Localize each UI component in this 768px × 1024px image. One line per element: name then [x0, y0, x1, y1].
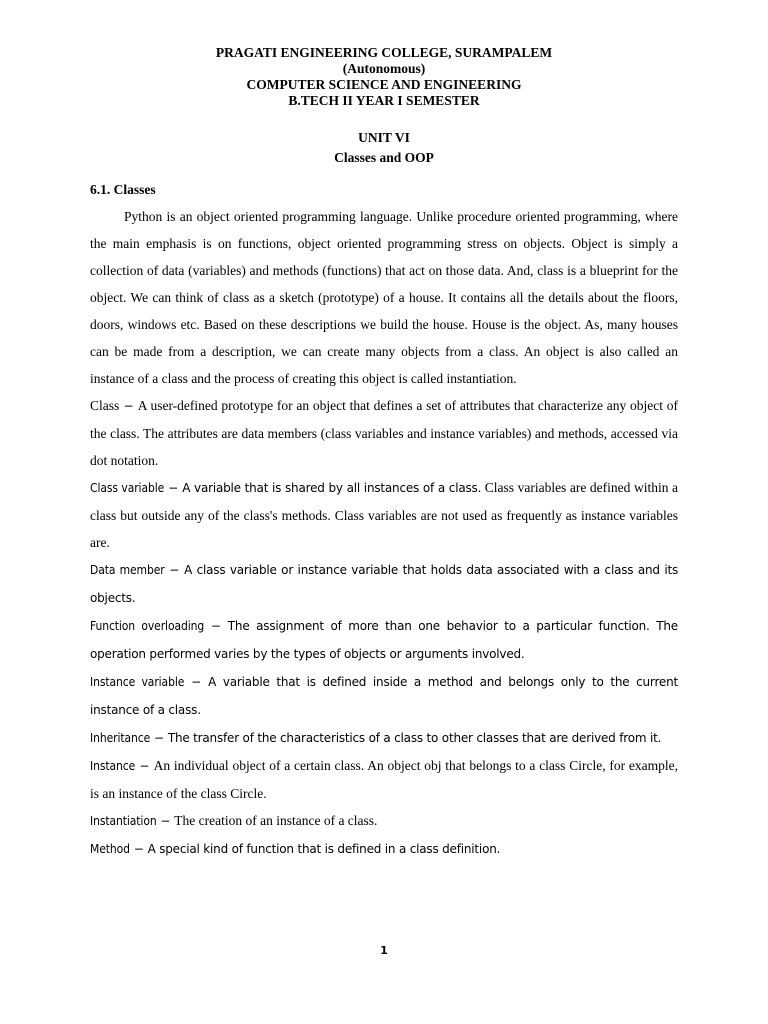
definition-lead: A special kind of function that is defined in a class definition. — [147, 842, 501, 856]
definition-separator: − — [119, 399, 138, 413]
college-status: (Autonomous) — [342, 61, 426, 76]
definition-lead: A variable that is defined inside a method and belongs only to the current instance of a class. — [90, 675, 679, 717]
definition-term: Data member — [90, 563, 165, 577]
definition-separator: − — [164, 563, 185, 577]
college-name: PRAGATI ENGINEERING COLLEGE, SURAMPALEM — [215, 45, 553, 60]
definition-term: Class — [90, 398, 120, 413]
definition-separator: − — [204, 619, 228, 633]
definition-class-variable — [90, 474, 678, 556]
definition-text: A user-defined prototype for an object that defines a set of attributes that characterize any object of the class. The attributes are data members (class variables and instance variables) and methods, accessed via dot notation. — [90, 398, 678, 468]
definition-class — [90, 392, 678, 474]
definition-term: Instantiation — [90, 814, 157, 828]
section-heading: 6.1. Classes — [90, 182, 156, 197]
definition-instance-variable — [90, 668, 678, 724]
unit-title: Classes and OOP — [334, 150, 434, 165]
definition-term: Method — [90, 842, 130, 856]
definition-term: Function overloading — [90, 619, 205, 633]
definition-separator: − — [150, 731, 168, 745]
definition-inheritance — [90, 724, 678, 752]
semester-label: B.TECH II YEAR I SEMESTER — [288, 93, 480, 108]
definition-text: The transfer of the characteristics of a class to other classes that are derived from it. — [167, 731, 662, 745]
document-header — [0, 45, 768, 109]
definition-separator: − — [164, 481, 183, 495]
unit-title-block — [0, 128, 768, 168]
definition-separator: − — [156, 814, 175, 828]
definition-instance — [90, 752, 678, 807]
definition-lead: The assignment of more than one behavior to a particular function. — [227, 619, 650, 633]
definition-method — [90, 835, 678, 863]
definition-term: Inheritance — [90, 731, 151, 745]
document-body — [90, 203, 678, 863]
definition-function-overloading — [90, 612, 678, 668]
definition-term: Instance variable — [90, 675, 185, 689]
definition-text: An individual object of a certain class. An object obj that belongs to a class Circle, for example, is an instance of the class Circle. — [90, 758, 678, 801]
page-number: 1 — [380, 944, 388, 957]
definition-text: The creation of an instance of a class. — [174, 813, 378, 828]
definition-lead: A class variable or instance variable that holds data associated with a class and its objects. — [90, 563, 679, 605]
definition-instantiation — [90, 807, 678, 835]
definition-term: Class variable — [90, 481, 165, 495]
definition-data-member — [90, 556, 678, 612]
definition-text: Class variables are defined within a class but outside any of the class's methods. Class variables are not used as frequently as instance variables are. — [90, 480, 678, 550]
department-name: COMPUTER SCIENCE AND ENGINEERING — [246, 77, 522, 92]
definition-separator: − — [135, 759, 154, 773]
unit-number: UNIT VI — [358, 130, 410, 145]
intro-paragraph: Python is an object oriented programming language. Unlike procedure oriented programming, where the main emphasis is on functions, object oriented programming stress on objects. Object is simply a collection of data (variables) and methods (functions) that act on those data. And, class is a blueprint for the object. We can think of class as a sketch (prototype) of a house. It contains all the details about the floors, doors, windows etc. Based on these descriptions we build the house. House is the object. As, many houses can be made from a description, we can create many objects from a class. An object is also called an instance of a class and the process of creating this object is called instantiation. — [90, 209, 678, 386]
definition-lead: A variable that is shared by all instances of a class. — [182, 481, 482, 495]
definition-separator: − — [184, 675, 209, 689]
definition-term: Instance — [90, 759, 136, 773]
definition-text: The operation performed varies by the types of objects or arguments involved. — [90, 619, 678, 661]
definition-separator: − — [129, 842, 148, 856]
